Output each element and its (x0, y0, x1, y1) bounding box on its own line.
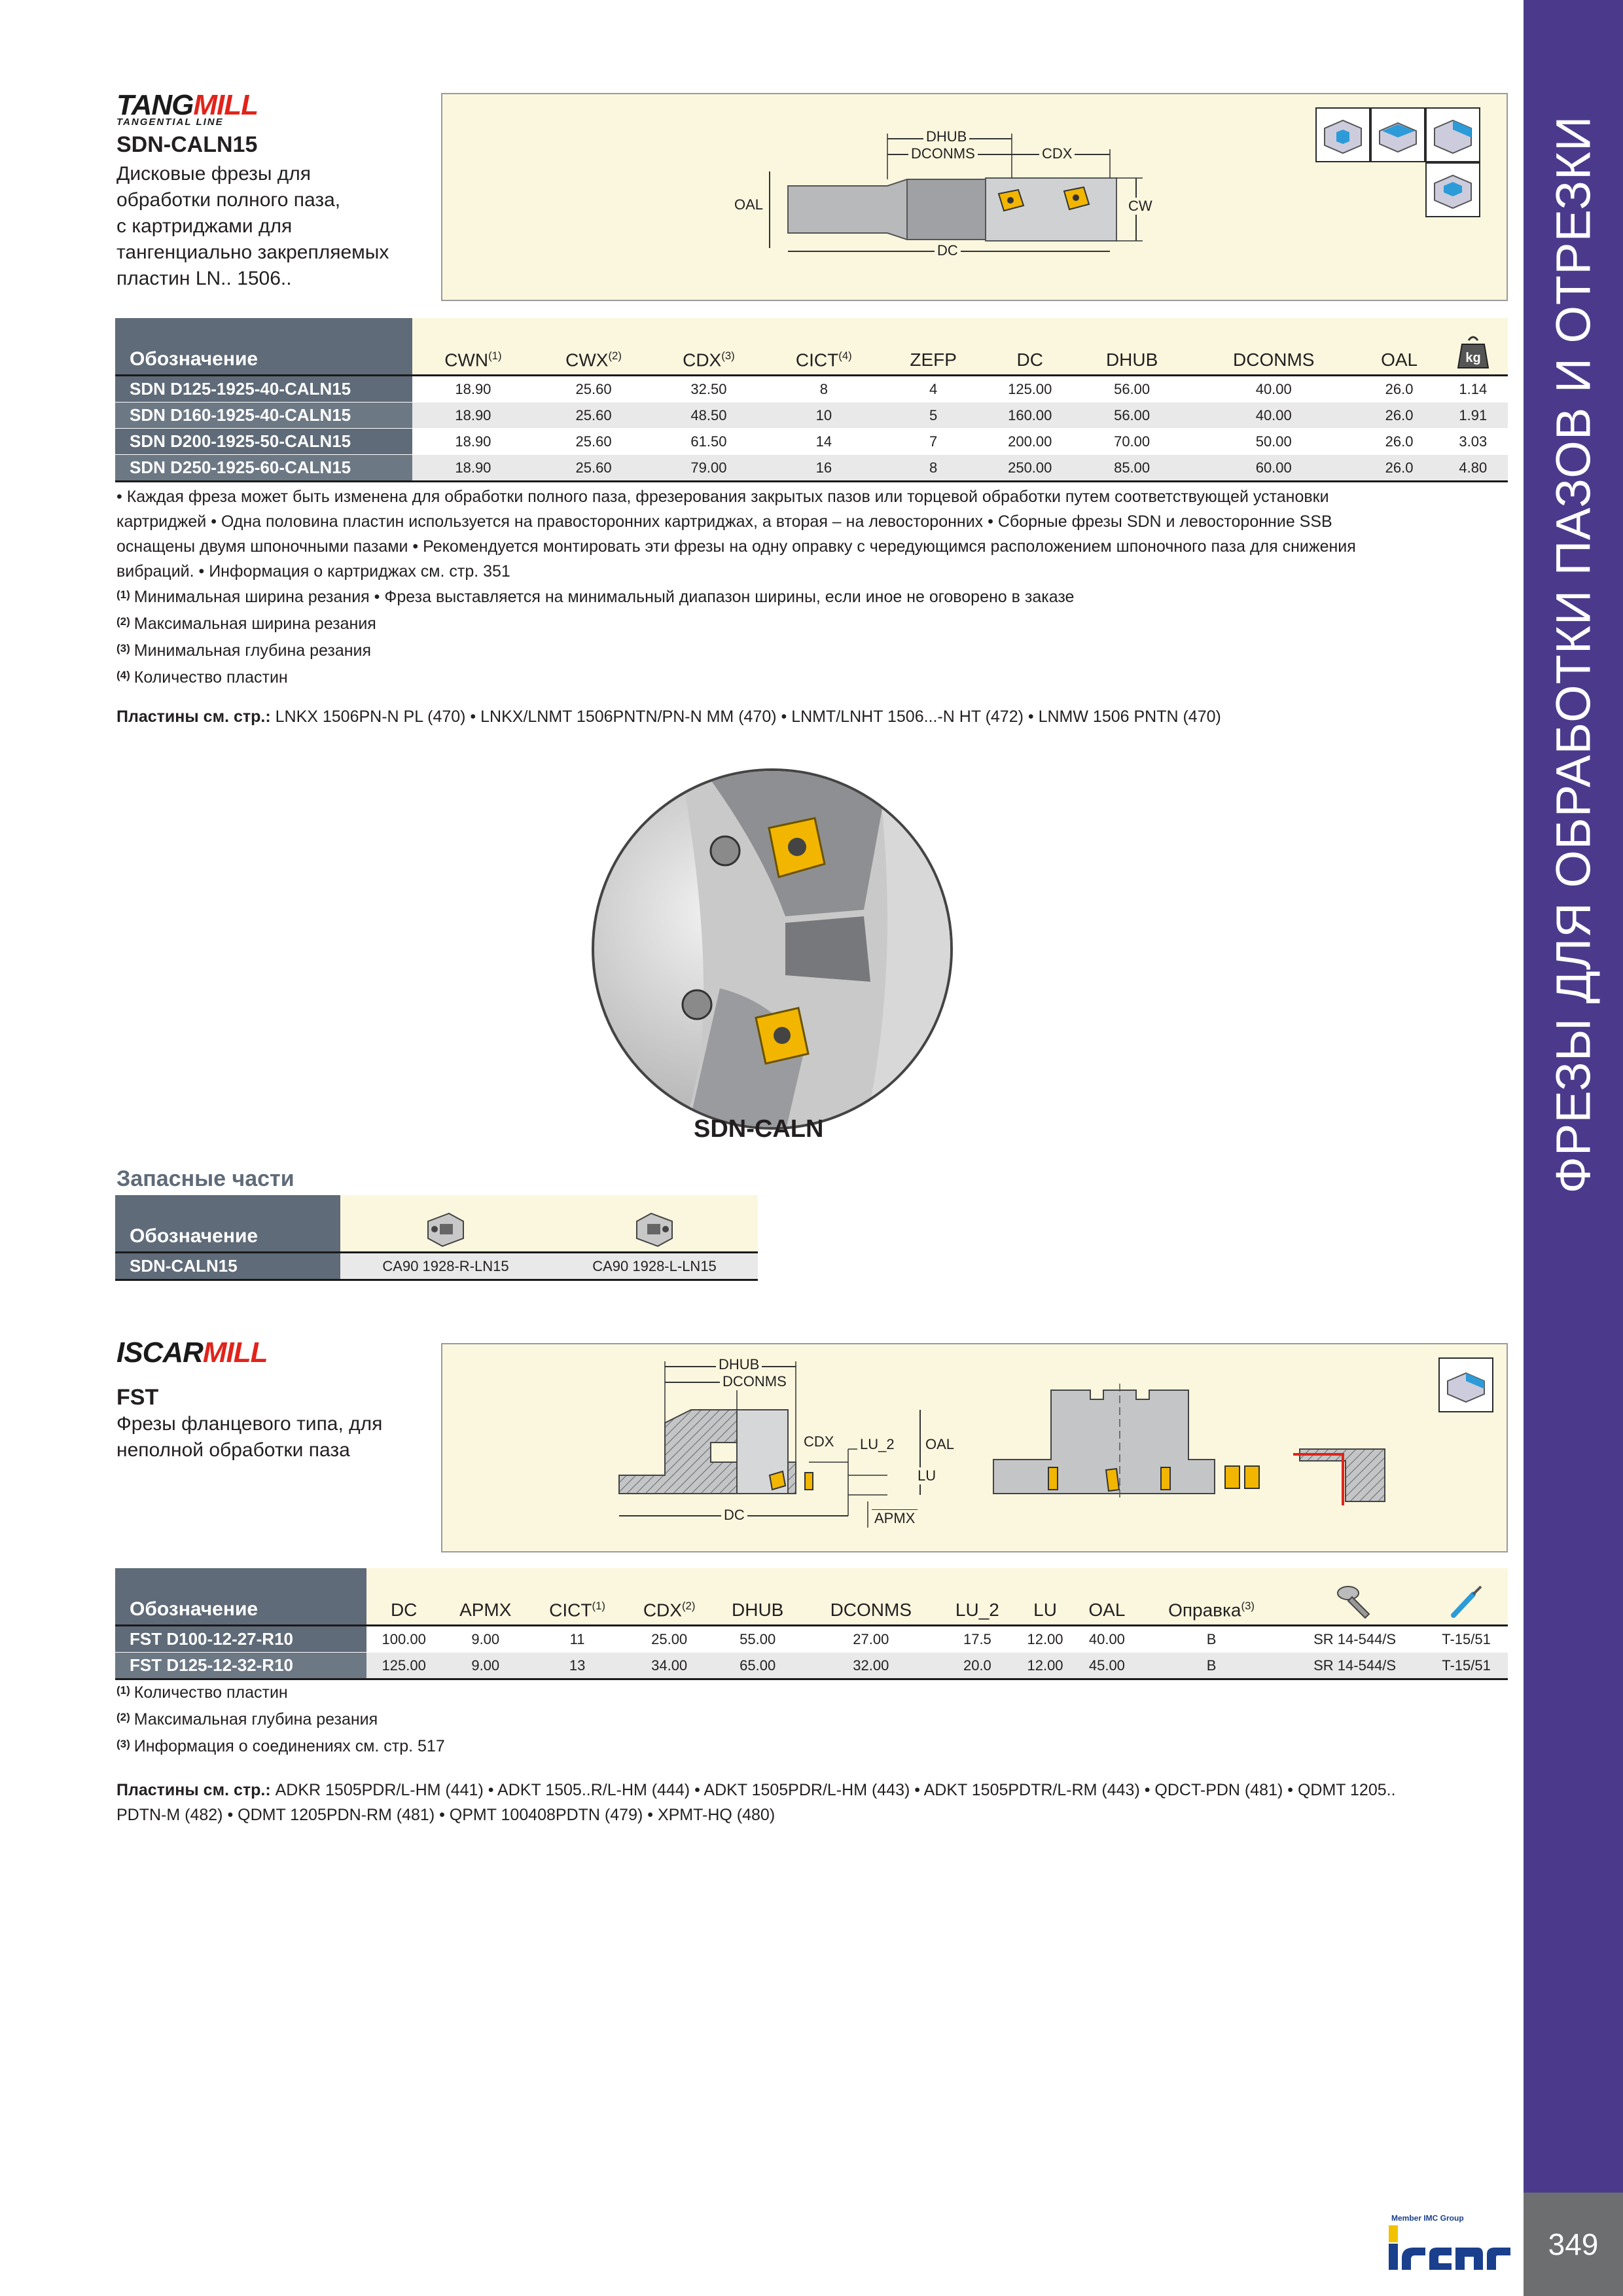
table-row (115, 1626, 1508, 1653)
inserts-ref-line2: PDTN-M (482) • QDMT 1205PDN-RM (481) • QPMT 100408PDTN (479) • XPMT-HQ (480) (116, 1806, 776, 1824)
section-side-band (1524, 0, 1623, 2193)
col-cict: CICT$^{(1)}$ (529, 1568, 625, 1626)
description-line: Фрезы фланцевого типа, для (116, 1413, 383, 1435)
cell: 50.00 (1187, 429, 1361, 455)
cell: 125.00 (366, 1653, 441, 1679)
cell: 1.91 (1438, 403, 1508, 429)
inserts-ref-text: LNKX 1506PN-N PL (470) • LNKX/LNMT 1506PNTN/PN-N MM (470) • LNMT/LNHT 1506...-N HT (472) • LNMW 1506 PNTN (470) (275, 708, 1221, 726)
fst-spec-table (115, 1568, 1508, 1680)
note-line: вибраций. • Информация о картриджах см. стр. 351 (116, 562, 510, 581)
col-dconms: DCONMS (802, 1568, 940, 1626)
sdn-product-photo (589, 766, 955, 1132)
footnote: $^{(3)}$ Минимальная глубина резания (116, 641, 372, 660)
cell: 8 (883, 455, 983, 482)
cell: 160.00 (983, 403, 1077, 429)
shoulder-icon (1425, 107, 1480, 162)
cell: 56.00 (1077, 376, 1187, 403)
description-line: пластин LN.. 1506.. (116, 268, 292, 289)
cell: 4 (883, 376, 983, 403)
dim-cdx: CDX (1039, 145, 1075, 162)
cell: 85.00 (1077, 455, 1187, 482)
cell: T-15/51 (1425, 1626, 1508, 1653)
col-zefp: ZEFP (883, 318, 983, 376)
cell: 20.0 (940, 1653, 1015, 1679)
col-apmx: APMX (441, 1568, 529, 1626)
description-line: обработки полного паза, (116, 189, 341, 211)
note-line: оснащены двумя шпоночными пазами • Рекомендуется монтировать эти фрезы на одну оправку с чередующимся расположением шпоночного паза для снижения (116, 537, 1356, 556)
table-row (115, 1253, 758, 1280)
cell: 5 (883, 403, 983, 429)
note-line: картриджей • Одна половина пластин используется на правосторонних картриджах, а вторая – на левосторонних • Сборные фрезы SDN и левосторонние SSB (116, 512, 1332, 531)
cell: 26.0 (1361, 455, 1438, 482)
footnote: $^{(3)}$ Информация о соединениях см. стр. 517 (116, 1737, 445, 1755)
cell: 12.00 (1014, 1653, 1076, 1679)
cell: 18.90 (412, 455, 534, 482)
cell: 27.00 (802, 1626, 940, 1653)
table-row (115, 455, 1508, 482)
footnote: $^{(4)}$ Количество пластин (116, 668, 288, 687)
cell: 125.00 (983, 376, 1077, 403)
col-key (1425, 1568, 1508, 1626)
sdn-diagram-panel (441, 93, 1508, 301)
cartridge-l-icon (632, 1208, 677, 1247)
description-line: тангенциально закрепляемых (116, 242, 389, 263)
iscar-logo-mark (1386, 2221, 1517, 2287)
col-dhub: DHUB (713, 1568, 802, 1626)
cell: 60.00 (1187, 455, 1361, 482)
col-lu: LU (1014, 1568, 1076, 1626)
svg-text:kg: kg (1465, 351, 1481, 365)
product-code: SDN-CALN15 (116, 132, 258, 157)
cell: CA90 1928-L-LN15 (551, 1253, 758, 1280)
row-code: FST D125-12-32-R10 (115, 1653, 366, 1679)
sdn-spec-table (115, 318, 1508, 482)
cell: 25.60 (534, 376, 654, 403)
cell: 40.00 (1187, 376, 1361, 403)
dim-dconms: DCONMS (908, 145, 978, 162)
sdn-notes (116, 484, 1510, 584)
photo-caption: SDN-CALN (694, 1115, 824, 1143)
cell: SR 14-544/S (1285, 1626, 1425, 1653)
row-code: SDN D200-1925-50-CALN15 (115, 429, 412, 455)
cell: 26.0 (1361, 376, 1438, 403)
cell: 45.00 (1076, 1653, 1138, 1679)
cell: 25.00 (625, 1626, 713, 1653)
col-cwn: CWN$^{(1)}$ (412, 318, 534, 376)
dim-oal: OAL (734, 196, 764, 213)
cell: 200.00 (983, 429, 1077, 455)
cell: B (1138, 1653, 1285, 1679)
table-row (115, 1653, 1508, 1679)
cell: 25.60 (534, 455, 654, 482)
footnote: $^{(2)}$ Максимальная глубина резания (116, 1710, 378, 1729)
col-weight (1438, 318, 1508, 376)
col-cict: CICT$^{(4)}$ (764, 318, 884, 376)
table-header-row (115, 318, 1508, 376)
inserts-ref-label: Пластины см. стр.: (116, 708, 271, 726)
cell: 61.50 (653, 429, 764, 455)
col-screw (1285, 1568, 1425, 1626)
torx-key-icon (1447, 1581, 1486, 1621)
iscarmill-logo (116, 1336, 268, 1369)
dim-dhub: DHUB (716, 1356, 762, 1373)
cell: 34.00 (625, 1653, 713, 1679)
product-code: FST (116, 1385, 159, 1410)
cartridge-r-icon (423, 1208, 469, 1247)
cell: 7 (883, 429, 983, 455)
cell: 55.00 (713, 1626, 802, 1653)
description-line: неполной обработки паза (116, 1439, 350, 1461)
cell: 18.90 (412, 429, 534, 455)
fst-diagram-panel (441, 1343, 1508, 1552)
weight-kg-icon (1457, 334, 1489, 370)
spare-parts-title: Запасные части (116, 1166, 294, 1191)
cell: B (1138, 1626, 1285, 1653)
logo-subtitle: TANGENTIAL LINE (116, 117, 224, 128)
cell: 1.14 (1438, 376, 1508, 403)
inserts-ref-label: Пластины см. стр.: (116, 1781, 271, 1799)
col-dc: DC (366, 1568, 441, 1626)
row-code: SDN D160-1925-40-CALN15 (115, 403, 412, 429)
cell: 11 (529, 1626, 625, 1653)
tangmill-logo (116, 89, 258, 128)
col-cdx: CDX$^{(3)}$ (653, 318, 764, 376)
sdn-footnotes (116, 583, 1510, 690)
dim-lu: LU (915, 1467, 938, 1484)
footnote: $^{(1)}$ Минимальная ширина резания • Фреза выставляется на минимальный диапазон ширины, если иное не оговорено в заказе (116, 588, 1075, 606)
col-cartridge-right (340, 1195, 551, 1253)
cell: 4.80 (1438, 455, 1508, 482)
description-line: с картриджами для (116, 215, 293, 237)
col-dc: DC (983, 318, 1077, 376)
cell: 100.00 (366, 1626, 441, 1653)
sdn-inserts-ref (116, 704, 1510, 729)
closed-slot-icon (1425, 162, 1480, 217)
header-designation: Обозначение (115, 1568, 366, 1626)
dim-cdx: CDX (801, 1433, 836, 1450)
fst-inserts-ref (116, 1778, 1510, 1827)
logo-part1: TANG (116, 89, 194, 121)
table-header-row (115, 1195, 758, 1253)
dim-lu2: LU_2 (857, 1436, 897, 1453)
screw-icon (1335, 1581, 1374, 1621)
footnote: $^{(1)}$ Количество пластин (116, 1683, 288, 1702)
dim-dc: DC (721, 1507, 747, 1524)
dim-dhub: DHUB (923, 128, 969, 145)
cell: 25.60 (534, 403, 654, 429)
header-designation: Обозначение (115, 1195, 340, 1253)
row-code: SDN-CALN15 (115, 1253, 340, 1280)
cell: 13 (529, 1653, 625, 1679)
cell: 17.5 (940, 1626, 1015, 1653)
cell: 25.60 (534, 429, 654, 455)
cell: T-15/51 (1425, 1653, 1508, 1679)
page-number-block (1524, 2193, 1623, 2296)
dim-dc: DC (935, 242, 961, 259)
cell: 40.00 (1187, 403, 1361, 429)
logo-part2: MILL (193, 89, 259, 121)
logo-part2: MILL (202, 1336, 268, 1369)
fst-dimension-drawing (442, 1344, 1507, 1551)
col-cartridge-left (551, 1195, 758, 1253)
table-header-row (115, 1568, 1508, 1626)
cell: 10 (764, 403, 884, 429)
table-row (115, 403, 1508, 429)
dim-oal: OAL (923, 1436, 957, 1453)
shoulder-slot-icon (1438, 1357, 1493, 1412)
cell: 26.0 (1361, 429, 1438, 455)
cell: 79.00 (653, 455, 764, 482)
cell: 65.00 (713, 1653, 802, 1679)
cell: 16 (764, 455, 884, 482)
inserts-ref-line1: ADKR 1505PDR/L-HM (441) • ADKT 1505..R/L-HM (444) • ADKT 1505PDR/L-HM (443) • ADKT 1505PDTR/L-RM (443) • QDCT-PDN (481) • QDMT 1205.. (275, 1781, 1396, 1799)
col-cwx: CWX$^{(2)}$ (534, 318, 654, 376)
col-lu2: LU_2 (940, 1568, 1015, 1626)
face-milling-icon (1370, 107, 1425, 162)
page-number: 349 (1548, 2227, 1599, 2261)
cell: 18.90 (412, 403, 534, 429)
cell: 250.00 (983, 455, 1077, 482)
cell: 18.90 (412, 376, 534, 403)
col-dconms: DCONMS (1187, 318, 1361, 376)
cell: 9.00 (441, 1626, 529, 1653)
cell: 8 (764, 376, 884, 403)
logo-part1: ISCAR (116, 1336, 203, 1369)
table-row (115, 376, 1508, 403)
table-row (115, 429, 1508, 455)
cell: 9.00 (441, 1653, 529, 1679)
cell: CA90 1928-R-LN15 (340, 1253, 551, 1280)
cell: SR 14-544/S (1285, 1653, 1425, 1679)
col-cdx: CDX$^{(2)}$ (625, 1568, 713, 1626)
member-imc-text: Member IMC Group (1391, 2214, 1464, 2223)
cell: 26.0 (1361, 403, 1438, 429)
header-designation: Обозначение (115, 318, 412, 376)
cell: 40.00 (1076, 1626, 1138, 1653)
note-line: • Каждая фреза может быть изменена для обработки полного паза, фрезерования закрытых пазов или торцевой обработки путем соответствующей установки (116, 488, 1329, 506)
row-code: FST D100-12-27-R10 (115, 1626, 366, 1653)
cell: 14 (764, 429, 884, 455)
col-oal: OAL (1361, 318, 1438, 376)
cell: 48.50 (653, 403, 764, 429)
product-description (116, 161, 431, 292)
cell: 70.00 (1077, 429, 1187, 455)
dim-apmx: APMX (872, 1509, 918, 1527)
cell: 32.00 (802, 1653, 940, 1679)
full-slot-icon (1315, 107, 1370, 162)
col-oal: OAL (1076, 1568, 1138, 1626)
section-title: ФРЕЗЫ ДЛЯ ОБРАБОТКИ ПАЗОВ И ОТРЕЗКИ (1546, 115, 1601, 1194)
description-line: Дисковые фрезы для (116, 163, 312, 185)
cell: 3.03 (1438, 429, 1508, 455)
row-code: SDN D125-1925-40-CALN15 (115, 376, 412, 403)
fst-footnotes (116, 1678, 1510, 1759)
cell: 56.00 (1077, 403, 1187, 429)
col-arbor: Оправка$^{(3)}$ (1138, 1568, 1285, 1626)
dim-dconms: DCONMS (720, 1373, 789, 1390)
cell: 32.50 (653, 376, 764, 403)
row-code: SDN D250-1925-60-CALN15 (115, 455, 412, 482)
dim-cw: CW (1126, 198, 1155, 215)
iscar-logo (1386, 2214, 1517, 2286)
cell: 12.00 (1014, 1626, 1076, 1653)
product-description (116, 1411, 431, 1463)
spare-parts-table (115, 1195, 758, 1281)
footnote: $^{(2)}$ Максимальная ширина резания (116, 615, 376, 633)
col-dhub: DHUB (1077, 318, 1187, 376)
cutter-photo-illustration (589, 766, 955, 1132)
